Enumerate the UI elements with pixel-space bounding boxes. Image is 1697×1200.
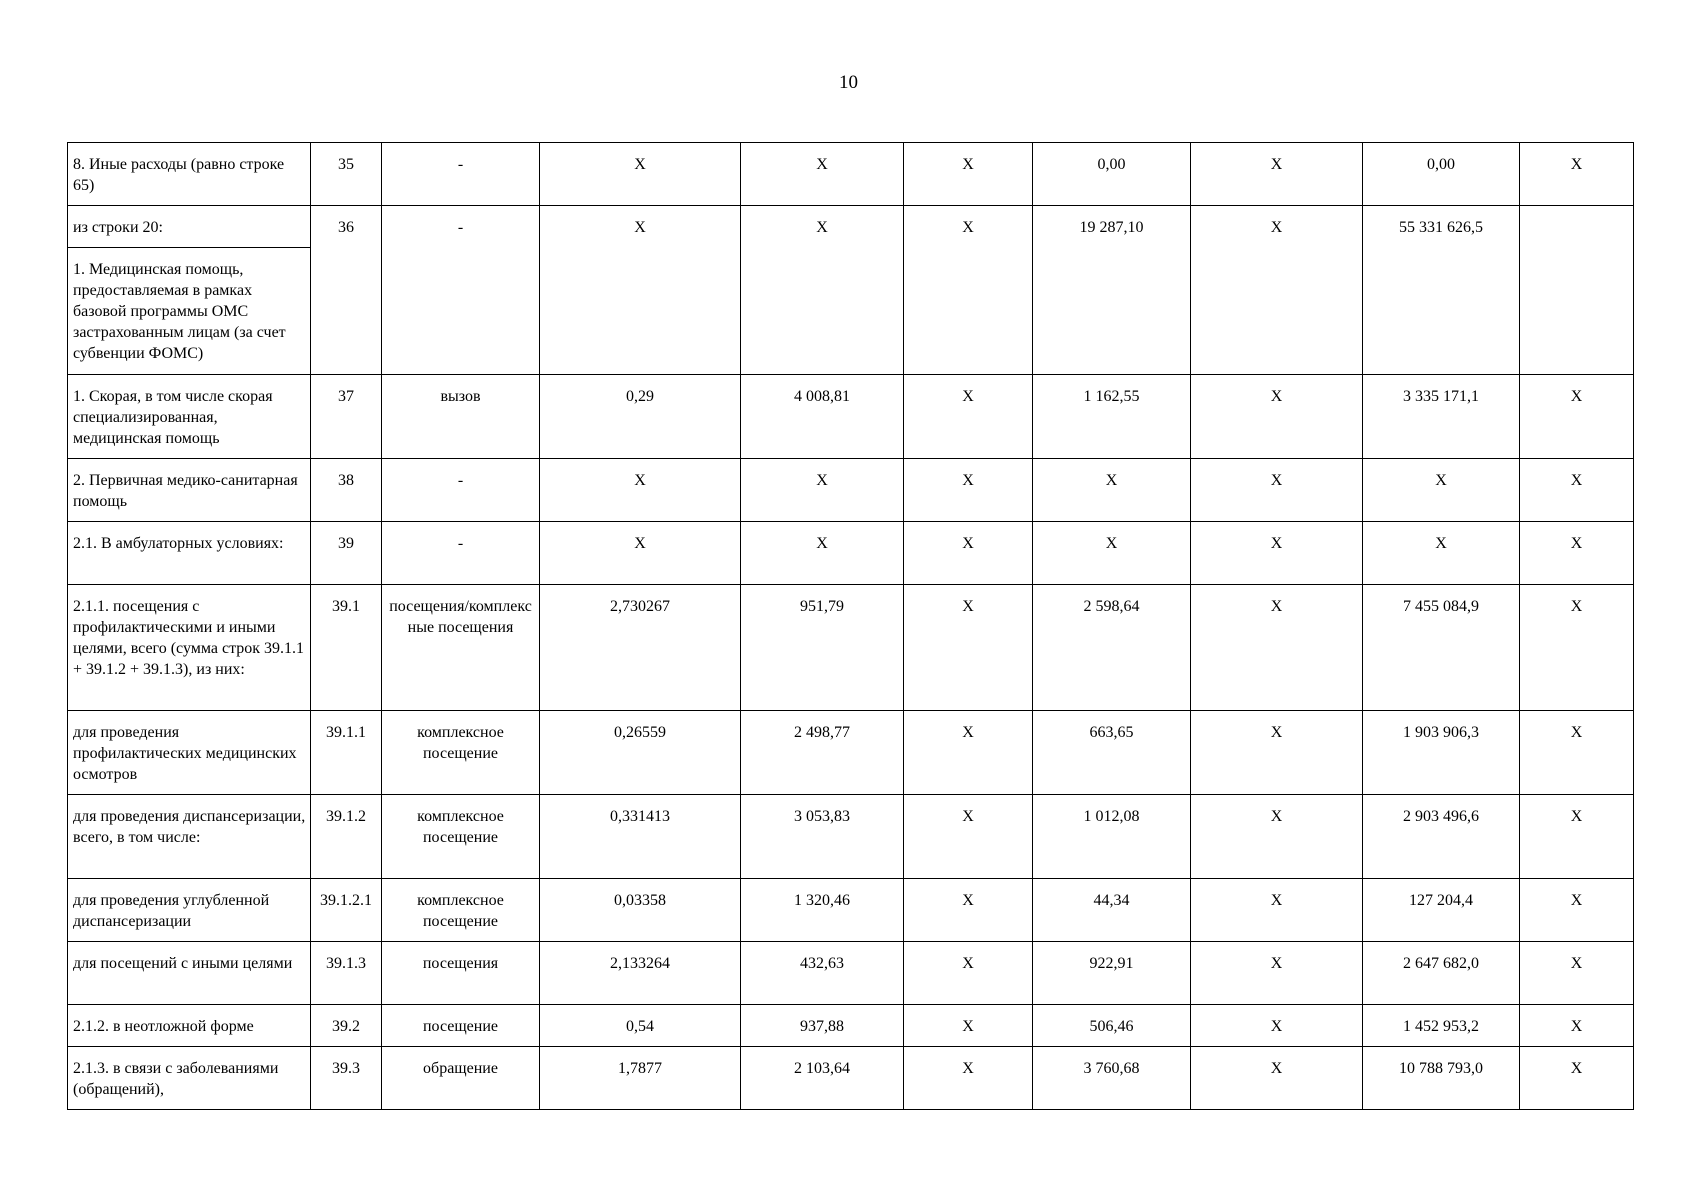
row-cell: X xyxy=(904,942,1033,1005)
row-cell: 4 008,81 xyxy=(741,375,904,459)
row-cell: 44,34 xyxy=(1033,879,1191,942)
row-cell xyxy=(1191,248,1363,375)
row-cell: 3 760,68 xyxy=(1033,1047,1191,1110)
row-cell: X xyxy=(1363,522,1520,585)
row-cell: 2,133264 xyxy=(540,942,741,1005)
row-cell: 2 598,64 xyxy=(1033,585,1191,711)
table-row xyxy=(68,1005,1634,1047)
row-cell: X xyxy=(1191,143,1363,206)
row-cell: X xyxy=(904,459,1033,522)
row-code: 36 xyxy=(311,206,382,375)
table-row xyxy=(68,711,1634,795)
row-cell: X xyxy=(1191,206,1363,248)
row-cell: X xyxy=(904,879,1033,942)
row-unit: - xyxy=(382,143,540,206)
row-name: для проведения углубленной диспансеризации xyxy=(68,879,311,942)
row-name: для проведения профилактических медицинских осмотров xyxy=(68,711,311,795)
row-name: 2.1.2. в неотложной форме xyxy=(68,1005,311,1047)
row-cell: X xyxy=(1363,459,1520,522)
row-cell: 0,00 xyxy=(1033,143,1191,206)
row-cell: 0,00 xyxy=(1363,143,1520,206)
row-cell: 10 788 793,0 xyxy=(1363,1047,1520,1110)
row-cell: X xyxy=(904,522,1033,585)
row-cell: X xyxy=(1520,795,1634,879)
row-cell: 3 053,83 xyxy=(741,795,904,879)
row-cell: X xyxy=(1520,522,1634,585)
row-name: 2.1.1. посещения с профилактическими и иными целями, всего (сумма строк 39.1.1 + 39.1.2 + 39.1.3), из них: xyxy=(68,585,311,711)
row-unit: - xyxy=(382,459,540,522)
row-code: 35 xyxy=(311,143,382,206)
row-name: из строки 20: xyxy=(68,206,311,248)
row-cell: 663,65 xyxy=(1033,711,1191,795)
row-unit: обращение xyxy=(382,1047,540,1110)
row-unit: посещения xyxy=(382,942,540,1005)
table-row xyxy=(68,1047,1634,1110)
row-cell: 7 455 084,9 xyxy=(1363,585,1520,711)
row-cell xyxy=(1520,248,1634,375)
row-cell: 55 331 626,5 xyxy=(1363,206,1520,248)
table-row xyxy=(68,206,1634,248)
row-unit: комплексное посещение xyxy=(382,795,540,879)
row-name: для посещений с иными целями xyxy=(68,942,311,1005)
row-cell: X xyxy=(1191,522,1363,585)
row-cell: X xyxy=(904,585,1033,711)
row-cell xyxy=(904,248,1033,375)
row-code: 39.1.2 xyxy=(311,795,382,879)
row-unit: посещения/комплексные посещения xyxy=(382,585,540,711)
row-cell: 3 335 171,1 xyxy=(1363,375,1520,459)
row-cell: X xyxy=(1520,711,1634,795)
row-cell: 0,26559 xyxy=(540,711,741,795)
row-cell: X xyxy=(540,206,741,248)
row-cell: X xyxy=(1191,942,1363,1005)
row-name: 2.1.3. в связи с заболеваниями (обращений), xyxy=(68,1047,311,1110)
row-cell: 2 647 682,0 xyxy=(1363,942,1520,1005)
row-cell: X xyxy=(1191,1047,1363,1110)
row-cell: 2 498,77 xyxy=(741,711,904,795)
row-cell xyxy=(540,248,741,375)
row-cell: 127 204,4 xyxy=(1363,879,1520,942)
expenses-table xyxy=(67,142,1634,1110)
row-cell: X xyxy=(1033,522,1191,585)
row-cell: X xyxy=(1191,795,1363,879)
row-code: 39.3 xyxy=(311,1047,382,1110)
row-name: 2. Первичная медико-санитарная помощь xyxy=(68,459,311,522)
row-cell xyxy=(1363,248,1520,375)
row-cell: 1 162,55 xyxy=(1033,375,1191,459)
row-cell: X xyxy=(1520,1005,1634,1047)
row-cell: X xyxy=(540,522,741,585)
row-unit xyxy=(382,248,540,375)
row-cell: 1,7877 xyxy=(540,1047,741,1110)
row-name: 8. Иные расходы (равно строке 65) xyxy=(68,143,311,206)
row-code: 38 xyxy=(311,459,382,522)
row-cell xyxy=(741,248,904,375)
row-cell: X xyxy=(741,206,904,248)
row-code: 39.2 xyxy=(311,1005,382,1047)
table-row xyxy=(68,459,1634,522)
row-cell: 2 103,64 xyxy=(741,1047,904,1110)
row-code: 39.1.2.1 xyxy=(311,879,382,942)
row-cell xyxy=(1520,206,1634,248)
row-cell: X xyxy=(1191,711,1363,795)
row-code: 39.1.3 xyxy=(311,942,382,1005)
row-code: 39 xyxy=(311,522,382,585)
row-cell: 937,88 xyxy=(741,1005,904,1047)
row-cell: X xyxy=(1520,143,1634,206)
row-cell: 506,46 xyxy=(1033,1005,1191,1047)
row-cell: 1 452 953,2 xyxy=(1363,1005,1520,1047)
row-cell: X xyxy=(1191,459,1363,522)
row-cell: X xyxy=(1520,375,1634,459)
row-cell: X xyxy=(904,795,1033,879)
row-cell: X xyxy=(540,459,741,522)
row-cell: 1 320,46 xyxy=(741,879,904,942)
row-cell: X xyxy=(1520,942,1634,1005)
row-cell: 0,29 xyxy=(540,375,741,459)
row-cell: 0,331413 xyxy=(540,795,741,879)
row-name: 1. Скорая, в том числе скорая специализированная, медицинская помощь xyxy=(68,375,311,459)
row-name: 2.1. В амбулаторных условиях: xyxy=(68,522,311,585)
row-name: для проведения диспансеризации, всего, в том числе: xyxy=(68,795,311,879)
table-row xyxy=(68,375,1634,459)
row-cell: 922,91 xyxy=(1033,942,1191,1005)
row-cell: X xyxy=(741,522,904,585)
row-cell: X xyxy=(904,711,1033,795)
row-cell: 432,63 xyxy=(741,942,904,1005)
row-unit: комплексное посещение xyxy=(382,879,540,942)
row-cell: X xyxy=(1520,585,1634,711)
row-cell: X xyxy=(904,1005,1033,1047)
row-cell xyxy=(1033,248,1191,375)
row-cell: X xyxy=(1191,375,1363,459)
row-unit: - xyxy=(382,206,540,248)
row-code: 37 xyxy=(311,375,382,459)
row-cell: X xyxy=(904,206,1033,248)
page-number: 10 xyxy=(839,72,858,93)
row-unit: посещение xyxy=(382,1005,540,1047)
row-cell: X xyxy=(904,375,1033,459)
row-cell: X xyxy=(1520,1047,1634,1110)
row-cell: 19 287,10 xyxy=(1033,206,1191,248)
row-cell: X xyxy=(904,1047,1033,1110)
row-code: 39.1.1 xyxy=(311,711,382,795)
row-cell: 2,730267 xyxy=(540,585,741,711)
table-row xyxy=(68,585,1634,711)
row-cell: 1 012,08 xyxy=(1033,795,1191,879)
row-unit: вызов xyxy=(382,375,540,459)
row-name: 1. Медицинская помощь, предоставляемая в рамках базовой программы ОМС застрахованным лицам (за счет субвенции ФОМС) xyxy=(68,248,311,375)
row-unit: - xyxy=(382,522,540,585)
table-row xyxy=(68,522,1634,585)
table-row xyxy=(68,795,1634,879)
row-cell: 2 903 496,6 xyxy=(1363,795,1520,879)
row-code: 39.1 xyxy=(311,585,382,711)
row-cell: X xyxy=(1191,585,1363,711)
row-cell: X xyxy=(1033,459,1191,522)
row-cell: 0,54 xyxy=(540,1005,741,1047)
row-cell: 1 903 906,3 xyxy=(1363,711,1520,795)
row-cell: X xyxy=(741,459,904,522)
row-cell: X xyxy=(1520,879,1634,942)
row-cell: X xyxy=(904,143,1033,206)
table-row xyxy=(68,942,1634,1005)
row-cell: 0,03358 xyxy=(540,879,741,942)
row-cell: X xyxy=(741,143,904,206)
table-row xyxy=(68,879,1634,942)
table-row xyxy=(68,248,1634,375)
table-row xyxy=(68,143,1634,206)
row-cell: X xyxy=(1520,459,1634,522)
row-cell: X xyxy=(540,143,741,206)
row-cell: 951,79 xyxy=(741,585,904,711)
row-unit: комплексное посещение xyxy=(382,711,540,795)
row-cell: X xyxy=(1191,879,1363,942)
row-cell: X xyxy=(1191,1005,1363,1047)
